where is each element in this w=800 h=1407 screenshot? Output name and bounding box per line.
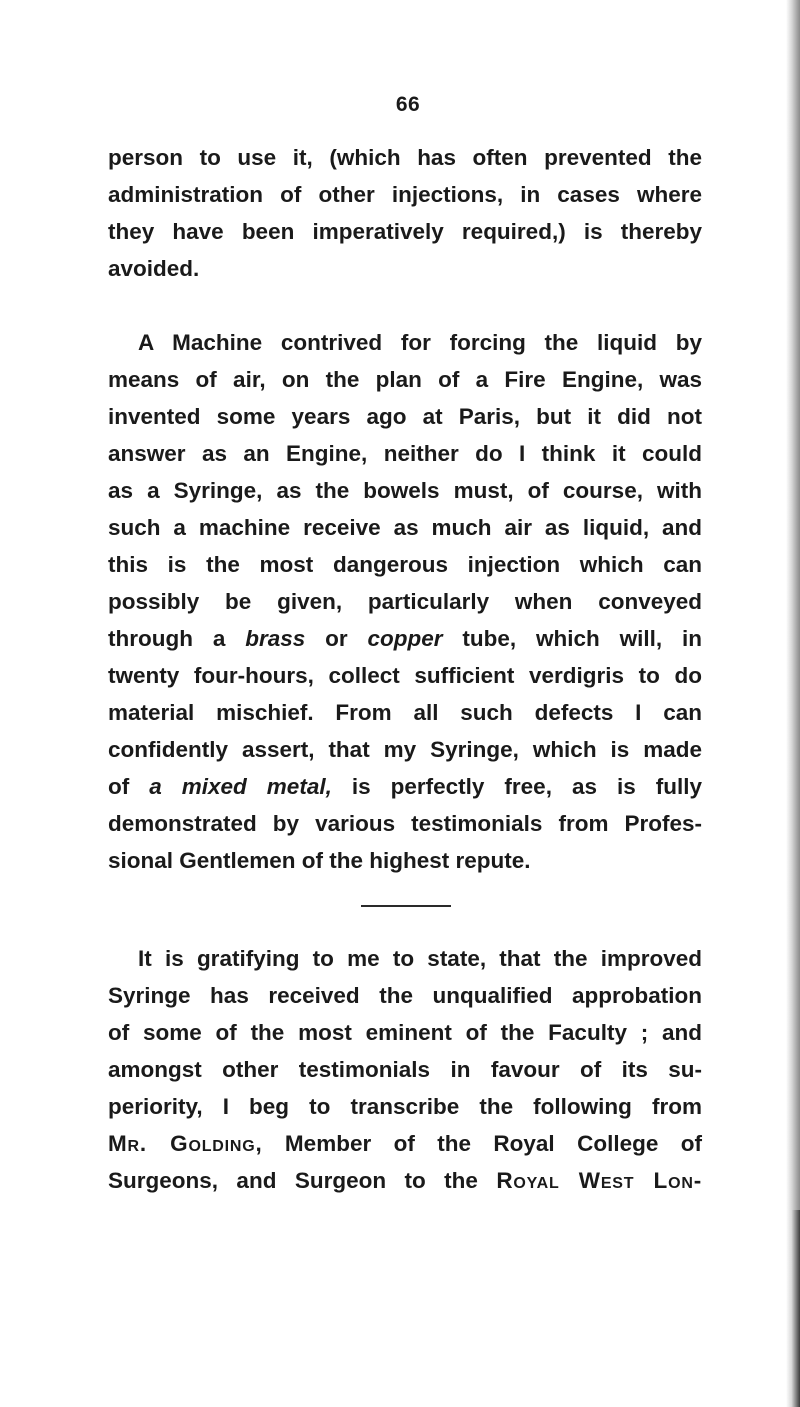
text-line: It is gratifying to me to state, that the improved [138, 946, 702, 971]
text-line [108, 621, 702, 657]
page-number: 66 [395, 93, 421, 116]
text-line: periority, I beg to transcribe the following from [108, 1094, 702, 1119]
page-edge-dark [792, 1210, 800, 1407]
text-line: as a Syringe, as the bowels must, of course, with [108, 478, 702, 503]
text-line: person to use it, (which has often prevented the [108, 145, 702, 170]
text-line: Syringe has received the unqualified approbation [108, 983, 702, 1008]
text-line: possibly be given, particularly when conveyed [108, 589, 702, 614]
text-line: sional Gentlemen of the highest repute. [108, 848, 531, 873]
text-fragment: or [305, 626, 368, 651]
text-line: invented some years ago at Paris, but it did not [108, 404, 702, 429]
text-line: twenty four-hours, collect sufficient verdigris to do [108, 663, 702, 688]
text-line: means of air, on the plan of a Fire Engine, was [108, 367, 702, 392]
text-line: amongst other testimonials in favour of its su- [108, 1057, 702, 1082]
text-line: they have been imperatively required,) is thereby [108, 219, 702, 244]
text-line: this is the most dangerous injection which can [108, 552, 702, 577]
text-fragment: through a [108, 626, 246, 651]
text-line: A Machine contrived for forcing the liquid by [138, 330, 702, 355]
italic-word: brass [245, 626, 306, 651]
italic-phrase: a mixed metal, [149, 774, 332, 799]
section-divider [361, 905, 451, 907]
small-caps-name: Mr. Golding, [108, 1131, 263, 1156]
text-line: answer as an Engine, neither do I think it could [108, 441, 702, 466]
text-line: material mischief. From all such defects I can [108, 700, 702, 725]
text-fragment: of [108, 774, 150, 799]
text-fragment: Surgeons, and Surgeon to the [108, 1168, 497, 1193]
text-line: of some of the most eminent of the Faculty ; and [108, 1020, 702, 1045]
text-fragment: tube, which will, in [442, 626, 702, 651]
text-line [108, 1126, 702, 1162]
text-line [108, 769, 702, 805]
text-line: demonstrated by various testimonials from Profes- [108, 811, 702, 836]
small-caps-name: Royal West Lon- [496, 1168, 702, 1193]
text-line: such a machine receive as much air as liquid, and [108, 515, 702, 540]
page-edge-shadow [786, 0, 800, 1407]
italic-word: copper [367, 626, 443, 651]
text-line [108, 1163, 702, 1199]
text-line: administration of other injections, in cases where [108, 182, 702, 207]
text-fragment: is perfectly free, as is fully [331, 774, 702, 799]
text-line: avoided. [108, 256, 200, 281]
text-line: confidently assert, that my Syringe, which is made [108, 737, 702, 762]
text-fragment: Member of the Royal College of [262, 1131, 702, 1156]
